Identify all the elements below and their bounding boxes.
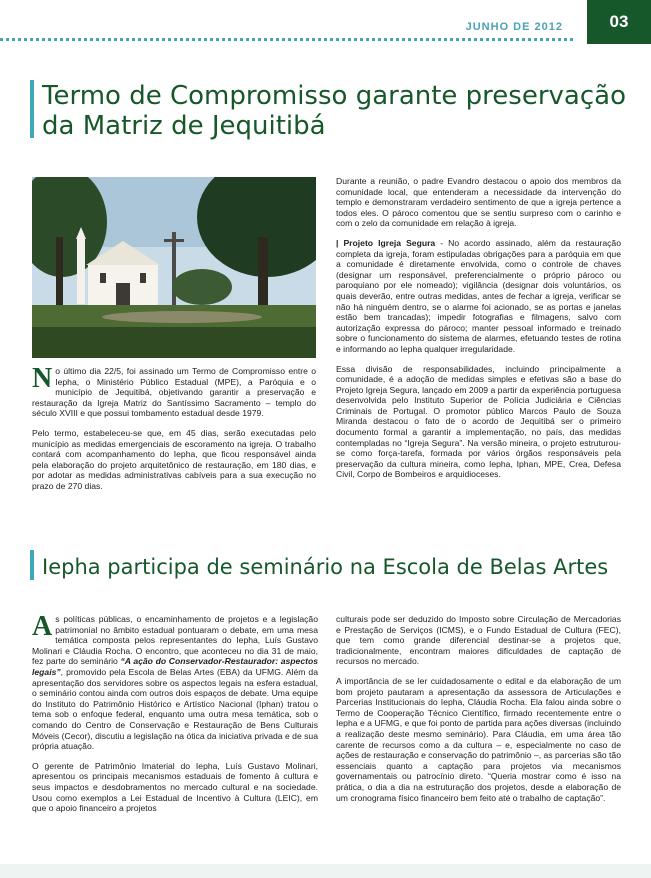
article-1-right-column: [336, 176, 621, 489]
article-2-right-column: [336, 614, 621, 812]
article-1-title: Termo de Compromisso garante preservação da Matriz de Jequitibá: [42, 81, 626, 141]
page-number: 03: [587, 0, 651, 44]
section-lead: | Projeto Igreja Segura: [336, 237, 436, 248]
article-1-left-column: [32, 363, 316, 501]
title-accent-bar: [30, 80, 34, 138]
article-1-paragraph: Essa divisão de responsabilidades, incluindo principalmente a comunidade, é a adoção de medidas simples e efetivas são a base do Projeto Igreja Segura, lançado em 2009 a partir da experiência portuguesa desenvolvida pelo Instituto Superior de Polícia Judiciária e Ciências Criminais de Portugal. O promotor público Marcos Paulo de Souza Miranda destacou o fato de o acordo de Jequitibá ser o primeiro documento formal a garantir a implementação, no país, das medidas contempladas no “Igreja Segura”. Na versão mineira, o projeto estruturou-se como força-tarefa, formada por vários órgãos responsáveis pela preservação da cultura mineira, como Iepha, Iphan, MPE, Crea, Defesa Civil, Corpo de Bombeiros e arquidioceses.: [336, 363, 621, 480]
article-2-paragraph: O gerente de Patrimônio Imaterial do Iepha, Luís Gustavo Molinari, apresentou os principais mecanismos estaduais de fomento à cultura e seus impactos e desdobramentos no mercado cultural e na sociedade. Usou como exemplos a Lei Estadual de Incentivo à Cultura (LEIC), em que o apoio financeiro a projetos: [32, 760, 318, 814]
article-1-paragraph: | Projeto Igreja Segura - No acordo assinado, além da restauração completa da igreja, foram estipuladas obrigações para a paróquia em que a comunidade é diretamente envolvida, como o controle de chaves (designar um responsável, preferencialmente o próprio pároco ou paroquiano por ele nomeado); vigilância (designar dois voluntários, os quais deverão, entre outras medidas, antes de fechar a igreja, verificar se não há ninguém dentro, se o alarme foi acionado, se as portas e janelas estão bem trancadas); impedir fotografias e filmagens, salvo com autorização expressa do pároco; manter pessoal informado e treinado sobre o funcionamento do sistema de alarmes, efetuando testes de rotina e informando ao Iepha qualquer irregularidade.: [336, 237, 621, 354]
church-photo: [32, 177, 316, 358]
article-1-paragraph: No último dia 22/5, foi assinado um Termo de Compromisso entre o Iepha, o Ministério Público Estadual (MPE), a Paróquia e o município de Jequitibá, objetivando garantir a preservação e restauração da Igreja Matriz do Santíssimo Sacramento – templo do século XVIII e que possui tombamento estadual desde 1979.: [32, 363, 316, 419]
footer-band: [0, 864, 651, 878]
header-dotted-line: [0, 38, 573, 41]
article-1-paragraph: Durante a reunião, o padre Evandro destacou o apoio dos membros da comunidade local, que entenderam a necessidade da intervenção do templo e demonstraram verdadeiro sentimento de que a igreja pertence a todos eles. O pároco comentou que se sentiu surpreso com o carinho e com o zelo da comunidade em relação à igreja.: [336, 176, 621, 229]
drop-cap: N: [32, 363, 53, 394]
article-2-title: Iepha participa de seminário na Escola de Belas Artes: [42, 555, 609, 579]
seminar-title: “A ação do Conservador-Restaurador: aspectos legais”: [32, 656, 319, 677]
article-1-paragraph: Pelo termo, estabeleceu-se que, em 45 dias, serão executadas pelo município as medidas emergenciais de escoramento na igreja. O trabalho contará com acompanhamento do Iepha, que ficou responsável ainda pela elaboração do projeto arquitetônico de restauração, em 180 dias, e por adotar as medidas administrativas cabíveis para a sua execução no prazo de 270 dias.: [32, 427, 316, 491]
article-2-left-column: [32, 611, 319, 823]
issue-date: JUNHO DE 2012: [465, 21, 563, 33]
article-2-paragraph: A importância de se ler cuidadosamente o edital e da elaboração de um bom projeto pautaram a apresentação da assessora de Articulações e Parcerias Institucionais do Iepha, Cláudia Rocha. Ela falou ainda sobre o Termo de Cooperação Técnico Científico, firmado recentemente entre o Iepha e a UFMG, e que foi ponto de partida para ações diversas (incluindo a realização deste mesmo seminário). Para Cláudia, em uma área tão carente de recursos como a da cultura – e, especialmente no caso de ações de restauração e conservação do patrimônio –, as parcerias são tão essenciais quanto a captação para projetos via mecanismos governamentais ou patrocínio direto. “Queria mostrar como é isso na prática, o dia a dia na estruturação dos projetos, desde a elaboração de um cronograma físico financeiro bem feito até o trabalho de captação”.: [336, 675, 621, 803]
drop-cap: A: [32, 611, 53, 642]
article-2-paragraph: culturais pode ser deduzido do Imposto sobre Circulação de Mercadorias e Prestação de Serviços (ICMS), e o Fundo Estadual de Cultura (FEC), que tem como grande diferencial destinar-se a projetos que, tradicionalmente, encontram maiores dificuldades de captação de recursos no mercado.: [336, 614, 621, 667]
article-2-paragraph: As políticas públicas, o encaminhamento de projetos e a legislação patrimonial no âmbito estadual pontuaram o debate, em uma mesa temática composta pelos representantes do Iepha, Luís Gustavo Molinari e Cláudia Rocha. O encontro, que aconteceu no dia 31 de maio, fez parte do seminário “A ação do Conservador-Restaurador: aspectos legais”, promovido pela Escola de Belas Artes (EBA) da UFMG. Além da apresentação dos servidores sobre os aspectos legais na esfera estadual, o seminário contou ainda com outros dois espaços de debate. Uma equipe do Instituto do Patrimônio Histórico e Artístico Nacional (Iphan) tratou o tema sob o enfoque federal, enquanto uma outra mesa temática, sob o comando do Centro de Conservação e Restauração de Bens Culturais Móveis (Cecor), discutiu a legislação na ótica da iniciativa privada e de sua própria atuação.: [32, 611, 319, 752]
title-accent-bar: [30, 550, 34, 580]
